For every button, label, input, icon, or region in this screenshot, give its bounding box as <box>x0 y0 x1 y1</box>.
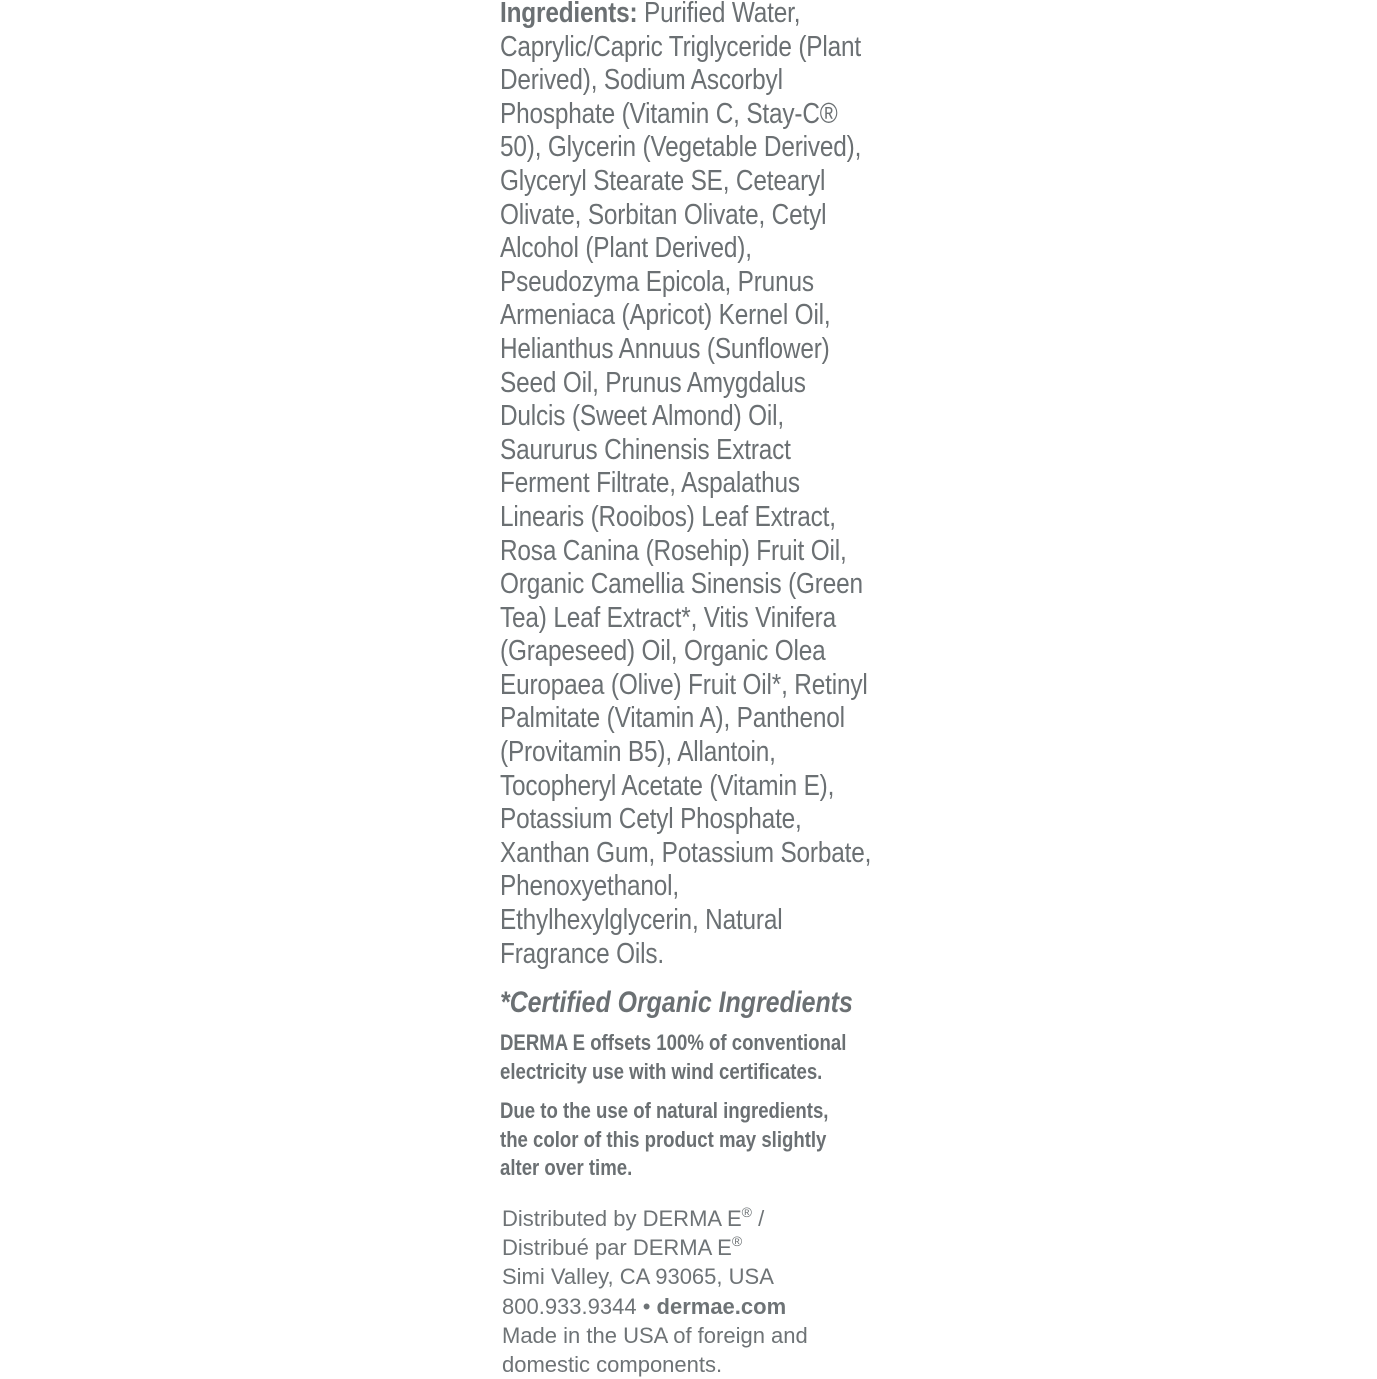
ingredients-line: Potassium Cetyl Phosphate, <box>500 803 802 836</box>
made-in-line: Made in the USA of foreign and <box>502 1322 808 1348</box>
ingredients-line: Glyceryl Stearate SE, Cetearyl <box>500 164 826 197</box>
color-note-line: the color of this product may slightly <box>500 1126 827 1152</box>
ingredients-label: Ingredients: <box>500 0 638 29</box>
ingredients-line: Pseudozyma Epicola, Prunus <box>500 265 814 298</box>
ingredients-line: Organic Camellia Sinensis (Green <box>500 568 863 601</box>
distributor-line-fr <box>502 1233 808 1262</box>
ingredients-line: Dulcis (Sweet Almond) Oil, <box>500 400 784 433</box>
ingredients-line: Olivate, Sorbitan Olivate, Cetyl <box>500 198 827 231</box>
ingredients-first-text: Purified Water, <box>637 0 801 29</box>
color-note-line: Due to the use of natural ingredients, <box>500 1098 829 1123</box>
distributor-text-fr: Distribué par DERMA E <box>502 1235 732 1261</box>
ingredients-line: Caprylic/Capric Triglyceride (Plant <box>500 30 861 63</box>
wind-note-line: DERMA E offsets 100% of conventional <box>500 1030 847 1055</box>
ingredients-line: Ethylhexylglycerin, Natural <box>500 904 783 937</box>
ingredients-line: Ferment Filtrate, Aspalathus <box>500 467 800 500</box>
ingredients-line: Rosa Canina (Rosehip) Fruit Oil, <box>500 534 847 567</box>
distributor-address: Simi Valley, CA 93065, USA <box>502 1264 774 1290</box>
color-note-line: alter over time. <box>500 1155 633 1181</box>
ingredients-line: Seed Oil, Prunus Amygdalus <box>500 366 806 399</box>
contact-line <box>502 1292 808 1321</box>
ingredients-list <box>500 0 942 971</box>
ingredients-line: (Grapeseed) Oil, Organic Olea <box>500 635 826 668</box>
ingredients-line: Phenoxyethanol, <box>500 870 679 903</box>
distributor-slash: / <box>751 1206 765 1231</box>
made-in-line: domestic components. <box>502 1352 723 1378</box>
distributor-info <box>502 1204 808 1379</box>
ingredients-line: Helianthus Annuus (Sunflower) <box>500 332 830 365</box>
bullet-separator: • <box>636 1293 657 1319</box>
wind-note-line: electricity use with wind certificates. <box>500 1058 823 1084</box>
ingredients-line: Phosphate (Vitamin C, Stay-C® <box>500 97 838 130</box>
ingredients-line: Linearis (Rooibos) Leaf Extract, <box>500 500 836 533</box>
certified-organic-note: *Certified Organic Ingredients <box>500 986 853 1019</box>
website-link[interactable]: dermae.com <box>656 1293 787 1319</box>
phone-number: 800.933.9344 <box>502 1293 637 1319</box>
ingredients-line: Alcohol (Plant Derived), <box>500 232 752 265</box>
ingredients-line: 50), Glycerin (Vegetable Derived), <box>500 131 862 164</box>
ingredients-line: (Provitamin B5), Allantoin, <box>500 736 776 769</box>
distributor-text-en: Distributed by DERMA E <box>502 1206 742 1231</box>
ingredients-line: Palmitate (Vitamin A), Panthenol <box>500 702 845 735</box>
ingredients-line: Tocopheryl Acetate (Vitamin E), <box>500 769 835 802</box>
registered-mark: ® <box>741 1204 752 1220</box>
ingredients-line: Europaea (Olive) Fruit Oil*, Retinyl <box>500 668 868 701</box>
color-change-note <box>500 1097 889 1183</box>
wind-certificates-note <box>500 1029 910 1086</box>
ingredients-line: Xanthan Gum, Potassium Sorbate, <box>500 836 872 869</box>
ingredients-line: Fragrance Oils. <box>500 937 664 970</box>
ingredients-line: Saururus Chinensis Extract <box>500 433 791 466</box>
distributor-line-en <box>502 1204 808 1233</box>
ingredients-line: Armeniaca (Apricot) Kernel Oil, <box>500 299 831 332</box>
registered-mark: ® <box>731 1233 743 1250</box>
ingredients-line <box>500 0 871 31</box>
ingredients-line: Derived), Sodium Ascorbyl <box>500 64 783 97</box>
ingredients-line: Tea) Leaf Extract*, Vitis Vinifera <box>500 601 836 634</box>
